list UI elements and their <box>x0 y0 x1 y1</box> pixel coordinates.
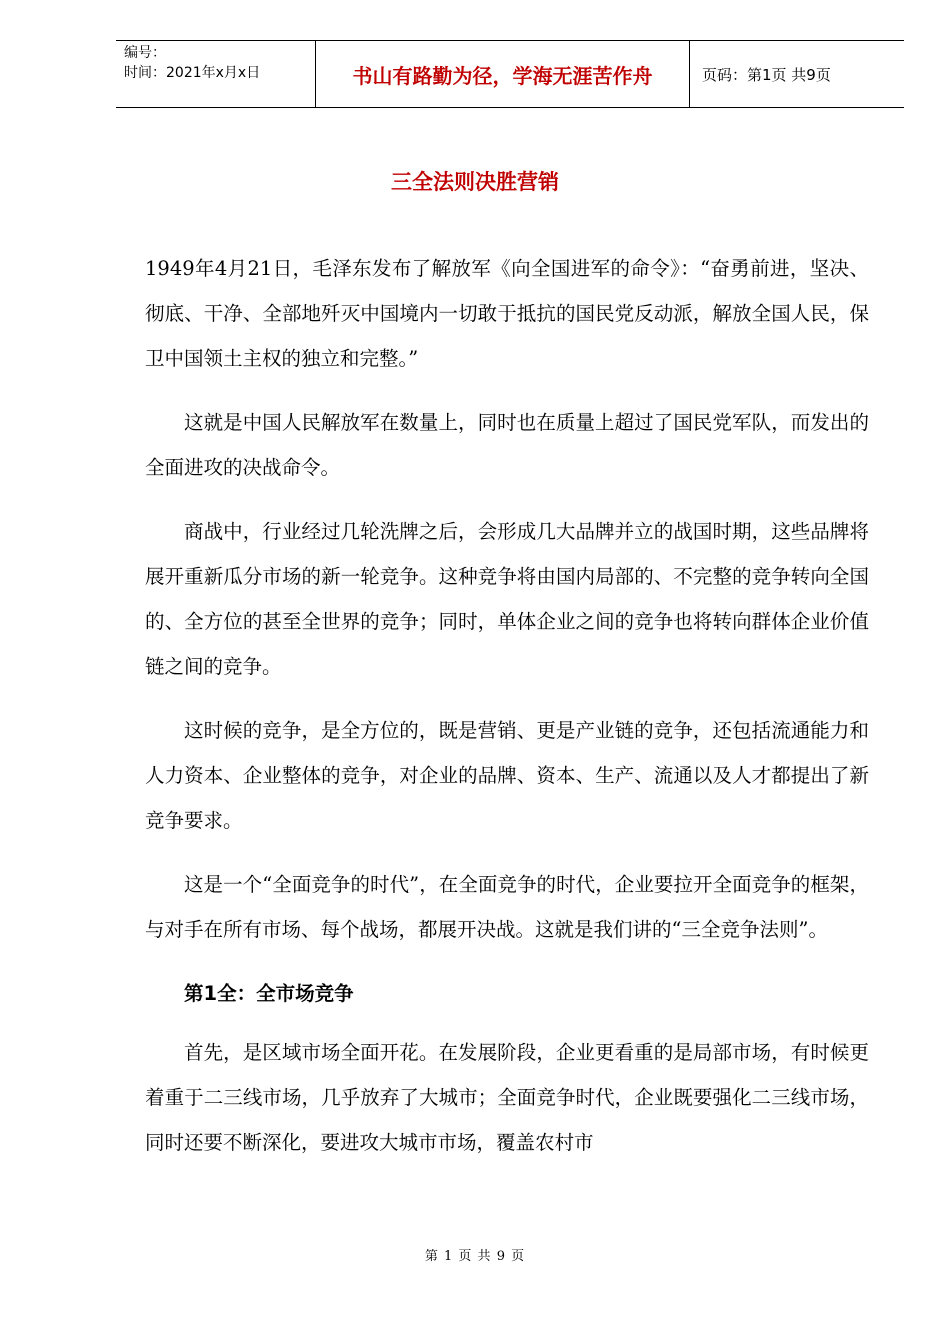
paragraph: 商战中，行业经过几轮洗牌之后，会形成几大品牌并立的战国时期，这些品牌将展开重新瓜分市场的新一轮竞争。这种竞争将由国内局部的、不完整的竞争转向全国的、全方位的甚至全世界的竞争；同时，单体企业之间的竞争也将转向群体企业价值链之间的竞争。 <box>145 520 869 678</box>
number-label: 编号： <box>124 45 166 61</box>
document-title: 三全法则决胜营销 <box>391 170 559 194</box>
header-motto: 书山有路勤为径，学海无涯苦作舟 <box>316 41 690 107</box>
paragraph: 首先，是区域市场全面开花。在发展阶段，企业更看重的是局部市场，有时候更着重于二三线市场，几乎放弃了大城市；全面竞争时代，企业既要强化二三线市场，同时还要不断深化，要进攻大城市市场，覆盖农村市 <box>145 1041 869 1154</box>
header-page-info: 页码：第1页 共9页 <box>702 65 831 84</box>
paragraph: 这是一个“全面竞争的时代”，在全面竞争的时代，企业要拉开全面竞争的框架，与对手在所有市场、每个战场，都展开决战。这就是我们讲的“三全竞争法则”。 <box>145 873 869 941</box>
paragraph: 1949年4月21日，毛泽东发布了解放军《向全国进军的命令》：“奋勇前进，坚决、彻底、干净、全部地歼灭中国境内一切敢于抵抗的国民党反动派，解放全国人民，保卫中国领土主权的独立和完整。” <box>145 257 869 370</box>
paragraph: 这时候的竞争，是全方位的，既是营销、更是产业链的竞争，还包括流通能力和人力资本、企业整体的竞争，对企业的品牌、资本、生产、流通以及人才都提出了新竞争要求。 <box>145 719 869 832</box>
document-body <box>145 246 869 1184</box>
page-footer: 第 1 页 共 9 页 <box>424 1249 526 1264</box>
header-meta <box>116 41 316 107</box>
page-header <box>116 40 904 108</box>
paragraph: 这就是中国人民解放军在数量上，同时也在质量上超过了国民党军队，而发出的全面进攻的决战命令。 <box>145 411 869 479</box>
time-label: 时间：2021年x月x日 <box>124 65 261 81</box>
section-heading: 第1全：全市场竞争 <box>184 982 354 1005</box>
